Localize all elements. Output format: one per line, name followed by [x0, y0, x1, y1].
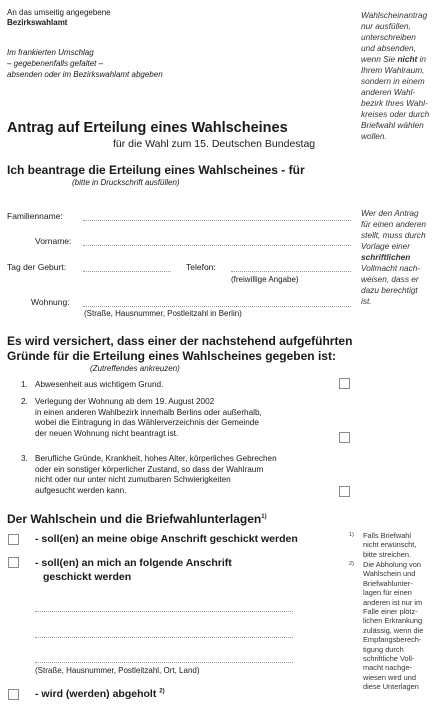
delivery-opt1-label: - soll(en) an meine obige Anschrift geschickt werden: [35, 533, 298, 545]
phone-field[interactable]: [231, 271, 351, 272]
phone-hint: (freiwillige Angabe): [231, 275, 299, 284]
instruction-line-2: – gegebenenfalls gefaltet –: [7, 59, 104, 68]
reasons-heading-1: Es wird versichert, dass einer der nachstehend aufgeführten: [7, 334, 353, 348]
firstname-field[interactable]: [83, 245, 351, 246]
request-heading: Ich beantrage die Erteilung eines Wahlscheines - für: [7, 163, 305, 177]
reason-3-text: Berufliche Gründe, Krankheit, hohes Alter, körperliches Gebrechen oder ein sonstiger körperlicher Zustand, so dass der Wahlraum nicht oder nur unter nicht zumutbaren Schwierigkeiten aufgesucht werden kann.: [35, 454, 277, 495]
reason-2-checkbox[interactable]: [339, 432, 350, 443]
reasons-heading-2: Gründe für die Erteilung eines Wahlscheines gegeben ist:: [7, 349, 336, 363]
delivery-opt3-label: - wird (werden) abgeholt $^{2)}$: [35, 688, 165, 700]
reason-3-number: 3.: [21, 454, 28, 463]
alt-address-line-2[interactable]: [35, 637, 293, 638]
alt-address-hint: (Straße, Hausnummer, Postleitzahl, Ort, Land): [35, 666, 200, 675]
surname-field[interactable]: [83, 220, 351, 221]
delivery-heading: Der Wahlschein und die Briefwahlunterlagen$^{1)}$: [7, 512, 267, 526]
alt-address-line-1[interactable]: [35, 611, 293, 612]
birthday-field[interactable]: [83, 271, 171, 272]
delivery-opt1-checkbox[interactable]: [8, 534, 19, 545]
recipient-office: Bezirkswahlamt: [7, 18, 68, 27]
footnote-2-marker: 2): [349, 561, 354, 567]
reason-1-checkbox[interactable]: [339, 378, 350, 389]
reasons-hint: (Zutreffendes ankreuzen): [90, 364, 180, 373]
reason-1-text: Abwesenheit aus wichtigem Grund.: [35, 380, 164, 389]
delivery-opt2-label: - soll(en) an mich an folgende Anschrift geschickt werden: [35, 557, 232, 583]
instruction-line-3: absenden oder im Bezirkswahlamt abgeben: [7, 70, 163, 79]
page-title: Antrag auf Erteilung eines Wahlscheines: [7, 120, 288, 136]
footnote-1-marker: 1): [349, 532, 354, 538]
side-note-proxy: Wer den Antrag für einen anderen stellt, muss durch Vorlage einer schriftlichen Vollmacht nach- weisen, dass er dazu berechtigt ist.: [361, 208, 427, 306]
reason-2-text: Verlegung der Wohnung ab dem 19. August 2002 in einen anderen Wahlbezirk innerhalb Berlins oder außerhalb, wobei die Eintragung in das Wählerverzeichnis der Gemeinde der neuen Wohnung nicht beantragt ist.: [35, 397, 262, 438]
reason-2-number: 2.: [21, 397, 28, 406]
firstname-label: Vorname:: [35, 236, 72, 246]
page-subtitle: für die Wahl zum 15. Deutschen Bundestag: [113, 138, 316, 150]
address-field[interactable]: [83, 306, 351, 307]
address-hint: (Straße, Hausnummer, Postleitzahl in Berlin): [84, 309, 242, 318]
birthday-label: Tag der Geburt:: [7, 262, 67, 272]
reason-1-number: 1.: [21, 380, 28, 389]
alt-address-line-3[interactable]: [35, 662, 293, 663]
delivery-opt2-checkbox[interactable]: [8, 557, 19, 568]
phone-label: Telefon:: [186, 262, 216, 272]
recipient-line: An das umseitig angegebene: [7, 8, 111, 17]
footnote-2-text: Die Abholung von Wahlschein und Briefwahlunter- lagen für einen anderen ist nur im Falle einer plötz- lichen Erkrankung zulässig, wenn die Empfangsberech- tigung durch schriftliche Voll- macht nachge- wiesen wird und diese Unterlagen: [363, 560, 424, 692]
delivery-opt3-checkbox[interactable]: [8, 689, 19, 700]
instruction-line-1: Im frankierten Umschlag: [7, 48, 94, 57]
surname-label: Familienname:: [7, 211, 63, 221]
footnote-1-text: Falls Briefwahl nicht erwünscht, bitte streichen.: [363, 531, 417, 559]
address-label: Wohnung:: [31, 297, 70, 307]
side-note-top: Wahlscheinantrag nur ausfüllen, unterschreiben und absenden, wenn Sie nicht in Ihrem Wahlraum, sondern in einem anderen Wahl- bezirk Ihres Wahl- kreises oder durch Briefwahl wählen wollen.: [361, 10, 430, 141]
request-hint: (bitte in Druckschrift ausfüllen): [72, 178, 180, 187]
reason-3-checkbox[interactable]: [339, 486, 350, 497]
